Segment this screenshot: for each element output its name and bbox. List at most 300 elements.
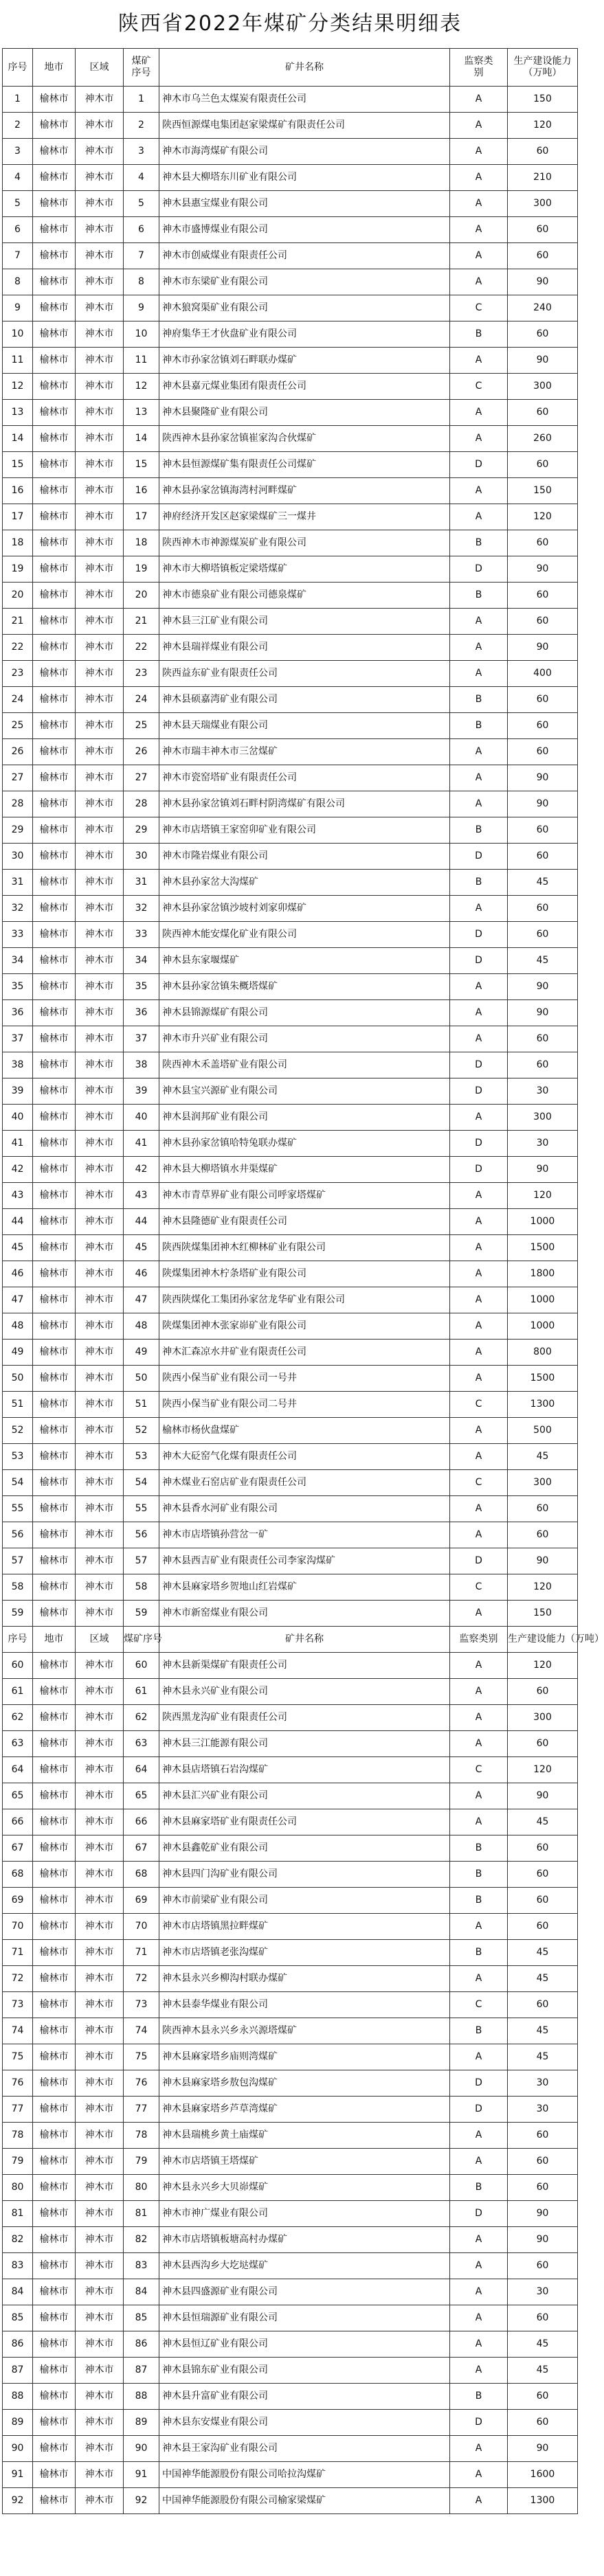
district: 神木市 [76,217,124,243]
row-number: 24 [3,687,33,713]
city: 榆林市 [33,452,76,478]
district: 神木市 [76,1366,124,1392]
capacity: 90 [508,2227,578,2253]
capacity: 1500 [508,1235,578,1261]
mine-number: 33 [124,922,159,948]
row-number: 3 [3,139,33,165]
capacity: 60 [508,844,578,870]
inspection-class: D [450,1078,508,1105]
table-row [3,583,578,609]
row-number: 89 [3,2410,33,2436]
mine-number: 64 [124,1757,159,1783]
city: 榆林市 [33,1888,76,1914]
inspection-class: D [450,948,508,974]
table-row [3,139,578,165]
city: 榆林市 [33,1966,76,1992]
table-row [3,1183,578,1209]
mine-number: 20 [124,583,159,609]
inspection-class: A [450,661,508,687]
row-number: 87 [3,2358,33,2384]
district: 神木市 [76,452,124,478]
row-number: 25 [3,713,33,739]
district: 神木市 [76,556,124,583]
row-number: 84 [3,2279,33,2305]
mine-number: 1 [124,87,159,113]
capacity: 1000 [508,1287,578,1313]
district: 神木市 [76,661,124,687]
inspection-class: D [450,1052,508,1078]
district: 神木市 [76,1418,124,1444]
city: 榆林市 [33,817,76,844]
mine-number: 78 [124,2123,159,2149]
capacity: 60 [508,583,578,609]
mine-name: 陕煤集团神木张家峁矿业有限公司 [159,1313,450,1340]
inspection-class: B [450,2018,508,2044]
capacity: 60 [508,1888,578,1914]
row-number: 50 [3,1366,33,1392]
district: 神木市 [76,1287,124,1313]
mine-name: 神木县鑫乾矿业有限公司 [159,1835,450,1862]
capacity: 60 [508,400,578,426]
capacity: 90 [508,1157,578,1183]
table-row [3,2462,578,2488]
city: 榆林市 [33,556,76,583]
mine-name: 神木市店塔镇老张沟煤矿 [159,1940,450,1966]
city: 榆林市 [33,765,76,791]
city: 榆林市 [33,1235,76,1261]
district: 神木市 [76,1340,124,1366]
district: 神木市 [76,1470,124,1496]
city: 榆林市 [33,713,76,739]
capacity: 120 [508,113,578,139]
row-number: 53 [3,1444,33,1470]
inspection-class: C [450,295,508,321]
mine-number: 34 [124,948,159,974]
city: 榆林市 [33,1522,76,1548]
table-row [3,896,578,922]
city: 榆林市 [33,2358,76,2384]
district: 神木市 [76,844,124,870]
table-row [3,1105,578,1131]
district: 神木市 [76,2149,124,2175]
mine-name: 陕西神木县永兴乡永兴源塔煤矿 [159,2018,450,2044]
table-row [3,1653,578,1679]
table-row [3,2253,578,2279]
inspection-class: A [450,1783,508,1809]
mine-number: 69 [124,1888,159,1914]
city: 榆林市 [33,1209,76,1235]
inspection-class: A [450,1105,508,1131]
inspection-class: A [450,87,508,113]
capacity: 60 [508,713,578,739]
mine-name: 神木县瑞祥煤业有限公司 [159,635,450,661]
row-number: 62 [3,1705,33,1731]
table-row [3,687,578,713]
inspection-class: A [450,2123,508,2149]
mine-number: 79 [124,2149,159,2175]
city: 榆林市 [33,1914,76,1940]
row-number: 49 [3,1340,33,1366]
table-row [3,1366,578,1392]
city: 榆林市 [33,1548,76,1574]
row-number: 14 [3,426,33,452]
row-number: 41 [3,1131,33,1157]
district: 神木市 [76,400,124,426]
row-number: 59 [3,1601,33,1627]
mine-number: 26 [124,739,159,765]
table-row [3,2384,578,2410]
table-row [3,1888,578,1914]
city: 榆林市 [33,1783,76,1809]
district: 神木市 [76,1261,124,1287]
table-row [3,1078,578,1105]
city: 榆林市 [33,1940,76,1966]
row-number: 43 [3,1183,33,1209]
inspection-class: C [450,1470,508,1496]
inspection-class: B [450,870,508,896]
mine-name: 神木市店塔镇王塔煤矿 [159,2149,450,2175]
city: 榆林市 [33,1131,76,1157]
inspection-class: D [450,1548,508,1574]
table-row [3,2175,578,2201]
mine-name: 神木煤业石窑店矿业有限责任公司 [159,1470,450,1496]
mine-name: 神木县聚隆矿业有限公司 [159,400,450,426]
mine-name: 神木县三江能源有限公司 [159,1731,450,1757]
row-number: 88 [3,2384,33,2410]
district: 神木市 [76,478,124,504]
table-row [3,1235,578,1261]
row-number: 90 [3,2436,33,2462]
city: 榆林市 [33,2253,76,2279]
mine-name: 神木县天瑞煤业有限公司 [159,713,450,739]
inspection-class: A [450,1705,508,1731]
inspection-class: A [450,243,508,269]
capacity: 60 [508,2305,578,2331]
city: 榆林市 [33,426,76,452]
row-number: 16 [3,478,33,504]
mine-name: 神木县恒瑞源矿业有限公司 [159,2305,450,2331]
capacity: 1600 [508,2462,578,2488]
inspection-class: A [450,1496,508,1522]
row-number: 83 [3,2253,33,2279]
capacity: 45 [508,1940,578,1966]
row-number: 27 [3,765,33,791]
table-row [3,1809,578,1835]
mine-number: 2 [124,113,159,139]
city: 榆林市 [33,1862,76,1888]
city: 榆林市 [33,1392,76,1418]
row-number: 26 [3,739,33,765]
city: 榆林市 [33,2384,76,2410]
city: 榆林市 [33,217,76,243]
capacity: 30 [508,1131,578,1157]
row-number: 42 [3,1157,33,1183]
inspection-class: A [450,765,508,791]
mine-number: 16 [124,478,159,504]
capacity: 60 [508,1522,578,1548]
mine-name: 陕西陕煤化工集团孙家岔龙华矿业有限公司 [159,1287,450,1313]
city: 榆林市 [33,844,76,870]
mid-header-cell: 区域 [76,1627,124,1653]
mine-number: 13 [124,400,159,426]
table-row [3,1731,578,1757]
inspection-class: C [450,1757,508,1783]
district: 神木市 [76,2331,124,2358]
capacity: 60 [508,530,578,556]
mine-name: 神木市孙家岔镇刘石畔联办煤矿 [159,348,450,374]
table-row [3,1496,578,1522]
capacity: 90 [508,348,578,374]
district: 神木市 [76,922,124,948]
mine-name: 神木县孙家岔镇朱概塔煤矿 [159,974,450,1000]
city: 榆林市 [33,1000,76,1026]
inspection-class: A [450,400,508,426]
capacity: 120 [508,1183,578,1209]
inspection-class: A [450,1235,508,1261]
mine-number: 66 [124,1809,159,1835]
row-number: 78 [3,2123,33,2149]
capacity: 60 [508,217,578,243]
mine-number: 53 [124,1444,159,1470]
district: 神木市 [76,1052,124,1078]
mine-name: 神木县王家沟矿业有限公司 [159,2436,450,2462]
mine-number: 86 [124,2331,159,2358]
inspection-class: A [450,635,508,661]
mine-name: 陕西陕煤集团神木红柳林矿业有限公司 [159,1235,450,1261]
capacity: 60 [508,2253,578,2279]
row-number: 57 [3,1548,33,1574]
table-row [3,426,578,452]
capacity: 1500 [508,1366,578,1392]
capacity: 90 [508,1783,578,1809]
capacity: 60 [508,1862,578,1888]
city: 榆林市 [33,870,76,896]
mine-name: 神木县孙家岔镇海湾村河畔煤矿 [159,478,450,504]
mid-header-cell: 生产建设能力（万吨） [508,1627,578,1653]
table-row [3,269,578,295]
mine-name: 神木县升富矿业有限公司 [159,2384,450,2410]
inspection-class: D [450,2070,508,2097]
row-number: 33 [3,922,33,948]
mine-name: 神木县大柳塔镇水井渠煤矿 [159,1157,450,1183]
table-row [3,870,578,896]
city: 榆林市 [33,1157,76,1183]
inspection-class: B [450,817,508,844]
mine-name: 陕西小保当矿业有限公司一号井 [159,1366,450,1392]
city: 榆林市 [33,1731,76,1757]
city: 榆林市 [33,2018,76,2044]
row-number: 85 [3,2305,33,2331]
city: 榆林市 [33,2227,76,2253]
district: 神木市 [76,1862,124,1888]
city: 榆林市 [33,609,76,635]
city: 榆林市 [33,661,76,687]
header-cell: 监察类 别 [450,49,508,87]
table-row [3,765,578,791]
row-number: 56 [3,1522,33,1548]
mine-name: 神木县宝兴源矿业有限公司 [159,1078,450,1105]
inspection-class: B [450,1862,508,1888]
row-number: 13 [3,400,33,426]
district: 神木市 [76,1679,124,1705]
inspection-class: D [450,1157,508,1183]
row-number: 12 [3,374,33,400]
district: 神木市 [76,2253,124,2279]
mine-number: 56 [124,1522,159,1548]
mine-name: 神木县三江矿业有限公司 [159,609,450,635]
row-number: 4 [3,165,33,191]
mine-name: 陕西神木禾盖塔矿业有限公司 [159,1052,450,1078]
city: 榆林市 [33,1313,76,1340]
capacity: 90 [508,791,578,817]
mine-name: 神木县西沟乡大圪垯煤矿 [159,2253,450,2279]
table-row [3,113,578,139]
table-row [3,791,578,817]
row-number: 82 [3,2227,33,2253]
inspection-class: A [450,1522,508,1548]
inspection-class: A [450,1340,508,1366]
row-number: 70 [3,1914,33,1940]
row-number: 22 [3,635,33,661]
table-row [3,1914,578,1940]
mine-name: 神木县泰华煤业有限公司 [159,1992,450,2018]
row-number: 79 [3,2149,33,2175]
row-number: 51 [3,1392,33,1418]
district: 神木市 [76,1444,124,1470]
mine-name: 神木县东安煤业有限公司 [159,2410,450,2436]
mine-number: 68 [124,1862,159,1888]
table-row [3,2227,578,2253]
inspection-class: B [450,1940,508,1966]
mine-number: 51 [124,1392,159,1418]
table-row [3,1340,578,1366]
city: 榆林市 [33,1340,76,1366]
inspection-class: A [450,1418,508,1444]
row-number: 58 [3,1574,33,1601]
district: 神木市 [76,1209,124,1235]
mine-number: 38 [124,1052,159,1078]
inspection-class: B [450,687,508,713]
mine-number: 71 [124,1940,159,1966]
mid-header-cell: 煤矿序号 [124,1627,159,1653]
row-number: 32 [3,896,33,922]
row-number: 23 [3,661,33,687]
mine-name: 神木县嘉元煤业集团有限责任公司 [159,374,450,400]
district: 神木市 [76,2384,124,2410]
mine-number: 90 [124,2436,159,2462]
capacity: 120 [508,1574,578,1601]
city: 榆林市 [33,2044,76,2070]
mine-number: 32 [124,896,159,922]
mine-name: 陕西恒源煤电集团赵家梁煤矿有限责任公司 [159,113,450,139]
district: 神木市 [76,1026,124,1052]
city: 榆林市 [33,2488,76,2514]
mine-number: 84 [124,2279,159,2305]
table-row [3,1548,578,1574]
mine-name: 陕煤集团神木柠条塔矿业有限公司 [159,1261,450,1287]
row-number: 61 [3,1679,33,1705]
row-number: 86 [3,2331,33,2358]
table-row [3,609,578,635]
mine-name: 神木县永兴乡大贝峁煤矿 [159,2175,450,2201]
district: 神木市 [76,374,124,400]
mine-name: 神木县惠宝煤业有限公司 [159,191,450,217]
table-row [3,1992,578,2018]
mine-number: 37 [124,1026,159,1052]
capacity: 60 [508,2149,578,2175]
mine-name: 神木大砭窑气化煤有限责任公司 [159,1444,450,1470]
row-number: 75 [3,2044,33,2070]
mine-name: 榆林市杨伙盘煤矿 [159,1418,450,1444]
city: 榆林市 [33,348,76,374]
row-number: 65 [3,1783,33,1809]
district: 神木市 [76,87,124,113]
mine-name: 陕西益东矿业有限责任公司 [159,661,450,687]
inspection-class: A [450,165,508,191]
inspection-class: A [450,1209,508,1235]
mine-name: 神府经济开发区赵家梁煤矿三一煤井 [159,504,450,530]
mine-name: 神木县麻家塔乡庙则湾煤矿 [159,2044,450,2070]
inspection-class: A [450,2227,508,2253]
capacity: 60 [508,139,578,165]
mine-name: 陕西小保当矿业有限公司二号井 [159,1392,450,1418]
header-cell: 煤矿 序号 [124,49,159,87]
mine-number: 72 [124,1966,159,1992]
city: 榆林市 [33,1992,76,2018]
inspection-class: A [450,896,508,922]
mine-number: 14 [124,426,159,452]
mine-name: 神木市东梁矿业有限公司 [159,269,450,295]
capacity: 60 [508,1992,578,2018]
district: 神木市 [76,295,124,321]
row-number: 46 [3,1261,33,1287]
row-number: 39 [3,1078,33,1105]
mine-number: 60 [124,1653,159,1679]
mine-number: 54 [124,1470,159,1496]
district: 神木市 [76,243,124,269]
mine-number: 24 [124,687,159,713]
city: 榆林市 [33,191,76,217]
capacity: 90 [508,1548,578,1574]
mine-name: 神木县恒辽矿业有限公司 [159,2331,450,2358]
district: 神木市 [76,139,124,165]
table-row [3,2410,578,2436]
mine-number: 44 [124,1209,159,1235]
district: 神木市 [76,2044,124,2070]
city: 榆林市 [33,321,76,348]
row-number: 20 [3,583,33,609]
mine-name: 神木县东家堰煤矿 [159,948,450,974]
mine-number: 17 [124,504,159,530]
table-row [3,1862,578,1888]
inspection-class: A [450,1183,508,1209]
district: 神木市 [76,1522,124,1548]
table-row [3,1679,578,1705]
mine-name: 神木市神广煤业有限公司 [159,2201,450,2227]
mid-header-cell: 序号 [3,1627,33,1653]
mine-name: 神木县汇兴矿业有限公司 [159,1783,450,1809]
city: 榆林市 [33,165,76,191]
mine-number: 48 [124,1313,159,1340]
mine-name: 神木市海湾煤矿有限公司 [159,139,450,165]
capacity: 150 [508,87,578,113]
inspection-class: B [450,583,508,609]
city: 榆林市 [33,1574,76,1601]
city: 榆林市 [33,504,76,530]
mine-name: 神木县锦东矿业有限公司 [159,2358,450,2384]
capacity: 45 [508,2018,578,2044]
row-number: 30 [3,844,33,870]
